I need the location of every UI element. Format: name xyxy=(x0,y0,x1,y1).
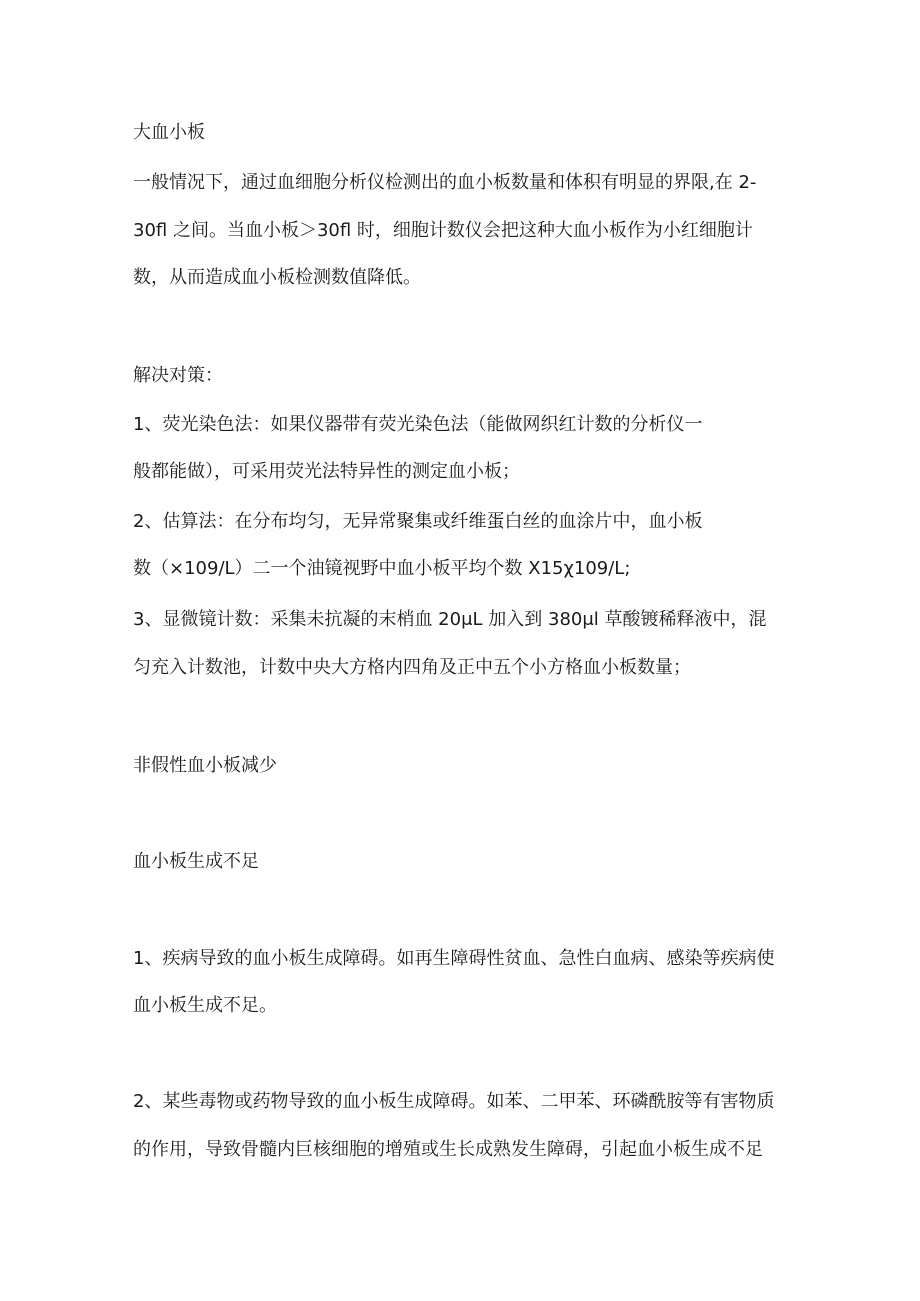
paragraph-line: 30fl 之间。当血小板＞30fl 时，细胞计数仪会把这种大血小板作为小红细胞计 xyxy=(133,220,753,241)
heading-solutions: 解决对策： xyxy=(133,365,223,386)
list-item-line: 般都能做），可采用荧光法特异性的测定血小板； xyxy=(133,461,520,482)
list-item-line: 3、显微镜计数：采集未抗凝的末梢血 20μL 加入到 380μl 草酸镀稀释液中，混 xyxy=(133,609,767,630)
list-item-line: 2、某些毒物或药物导致的血小板生成障碍。如苯、二甲苯、环磷酰胺等有害物质 xyxy=(133,1091,775,1112)
list-item-line: 1、疾病导致的血小板生成障碍。如再生障碍性贫血、急性白血病、感染等疾病使 xyxy=(133,948,775,969)
paragraph-line: 一般情况下，通过血细胞分析仪检测出的血小板数量和体积有明显的界限,在 2- xyxy=(133,172,757,193)
heading-non-pseudo-thrombocytopenia: 非假性血小板减少 xyxy=(133,755,277,776)
list-item-line: 1、荧光染色法：如果仪器带有荧光染色法（能做网织红计数的分析仪一 xyxy=(133,414,703,435)
heading-large-platelets: 大血小板 xyxy=(133,122,205,143)
list-item-line: 数（×109/L）二一个油镜视野中血小板平均个数 X15χ109/L; xyxy=(133,558,631,579)
list-item-line: 匀充入计数池，计数中央大方格内四角及正中五个小方格血小板数量； xyxy=(133,657,691,678)
list-item-line: 2、估算法：在分布均匀，无异常聚集或纤维蛋白丝的血涂片中，血小板 xyxy=(133,511,703,532)
paragraph-line: 数，从而造成血小板检测数值降低。 xyxy=(133,267,421,288)
list-item-line: 的作用，导致骨髓内巨核细胞的增殖或生长成熟发生障碍，引起血小板生成不足 xyxy=(133,1139,763,1160)
list-item-line: 血小板生成不足。 xyxy=(133,995,277,1016)
heading-insufficient-production: 血小板生成不足 xyxy=(133,851,259,872)
